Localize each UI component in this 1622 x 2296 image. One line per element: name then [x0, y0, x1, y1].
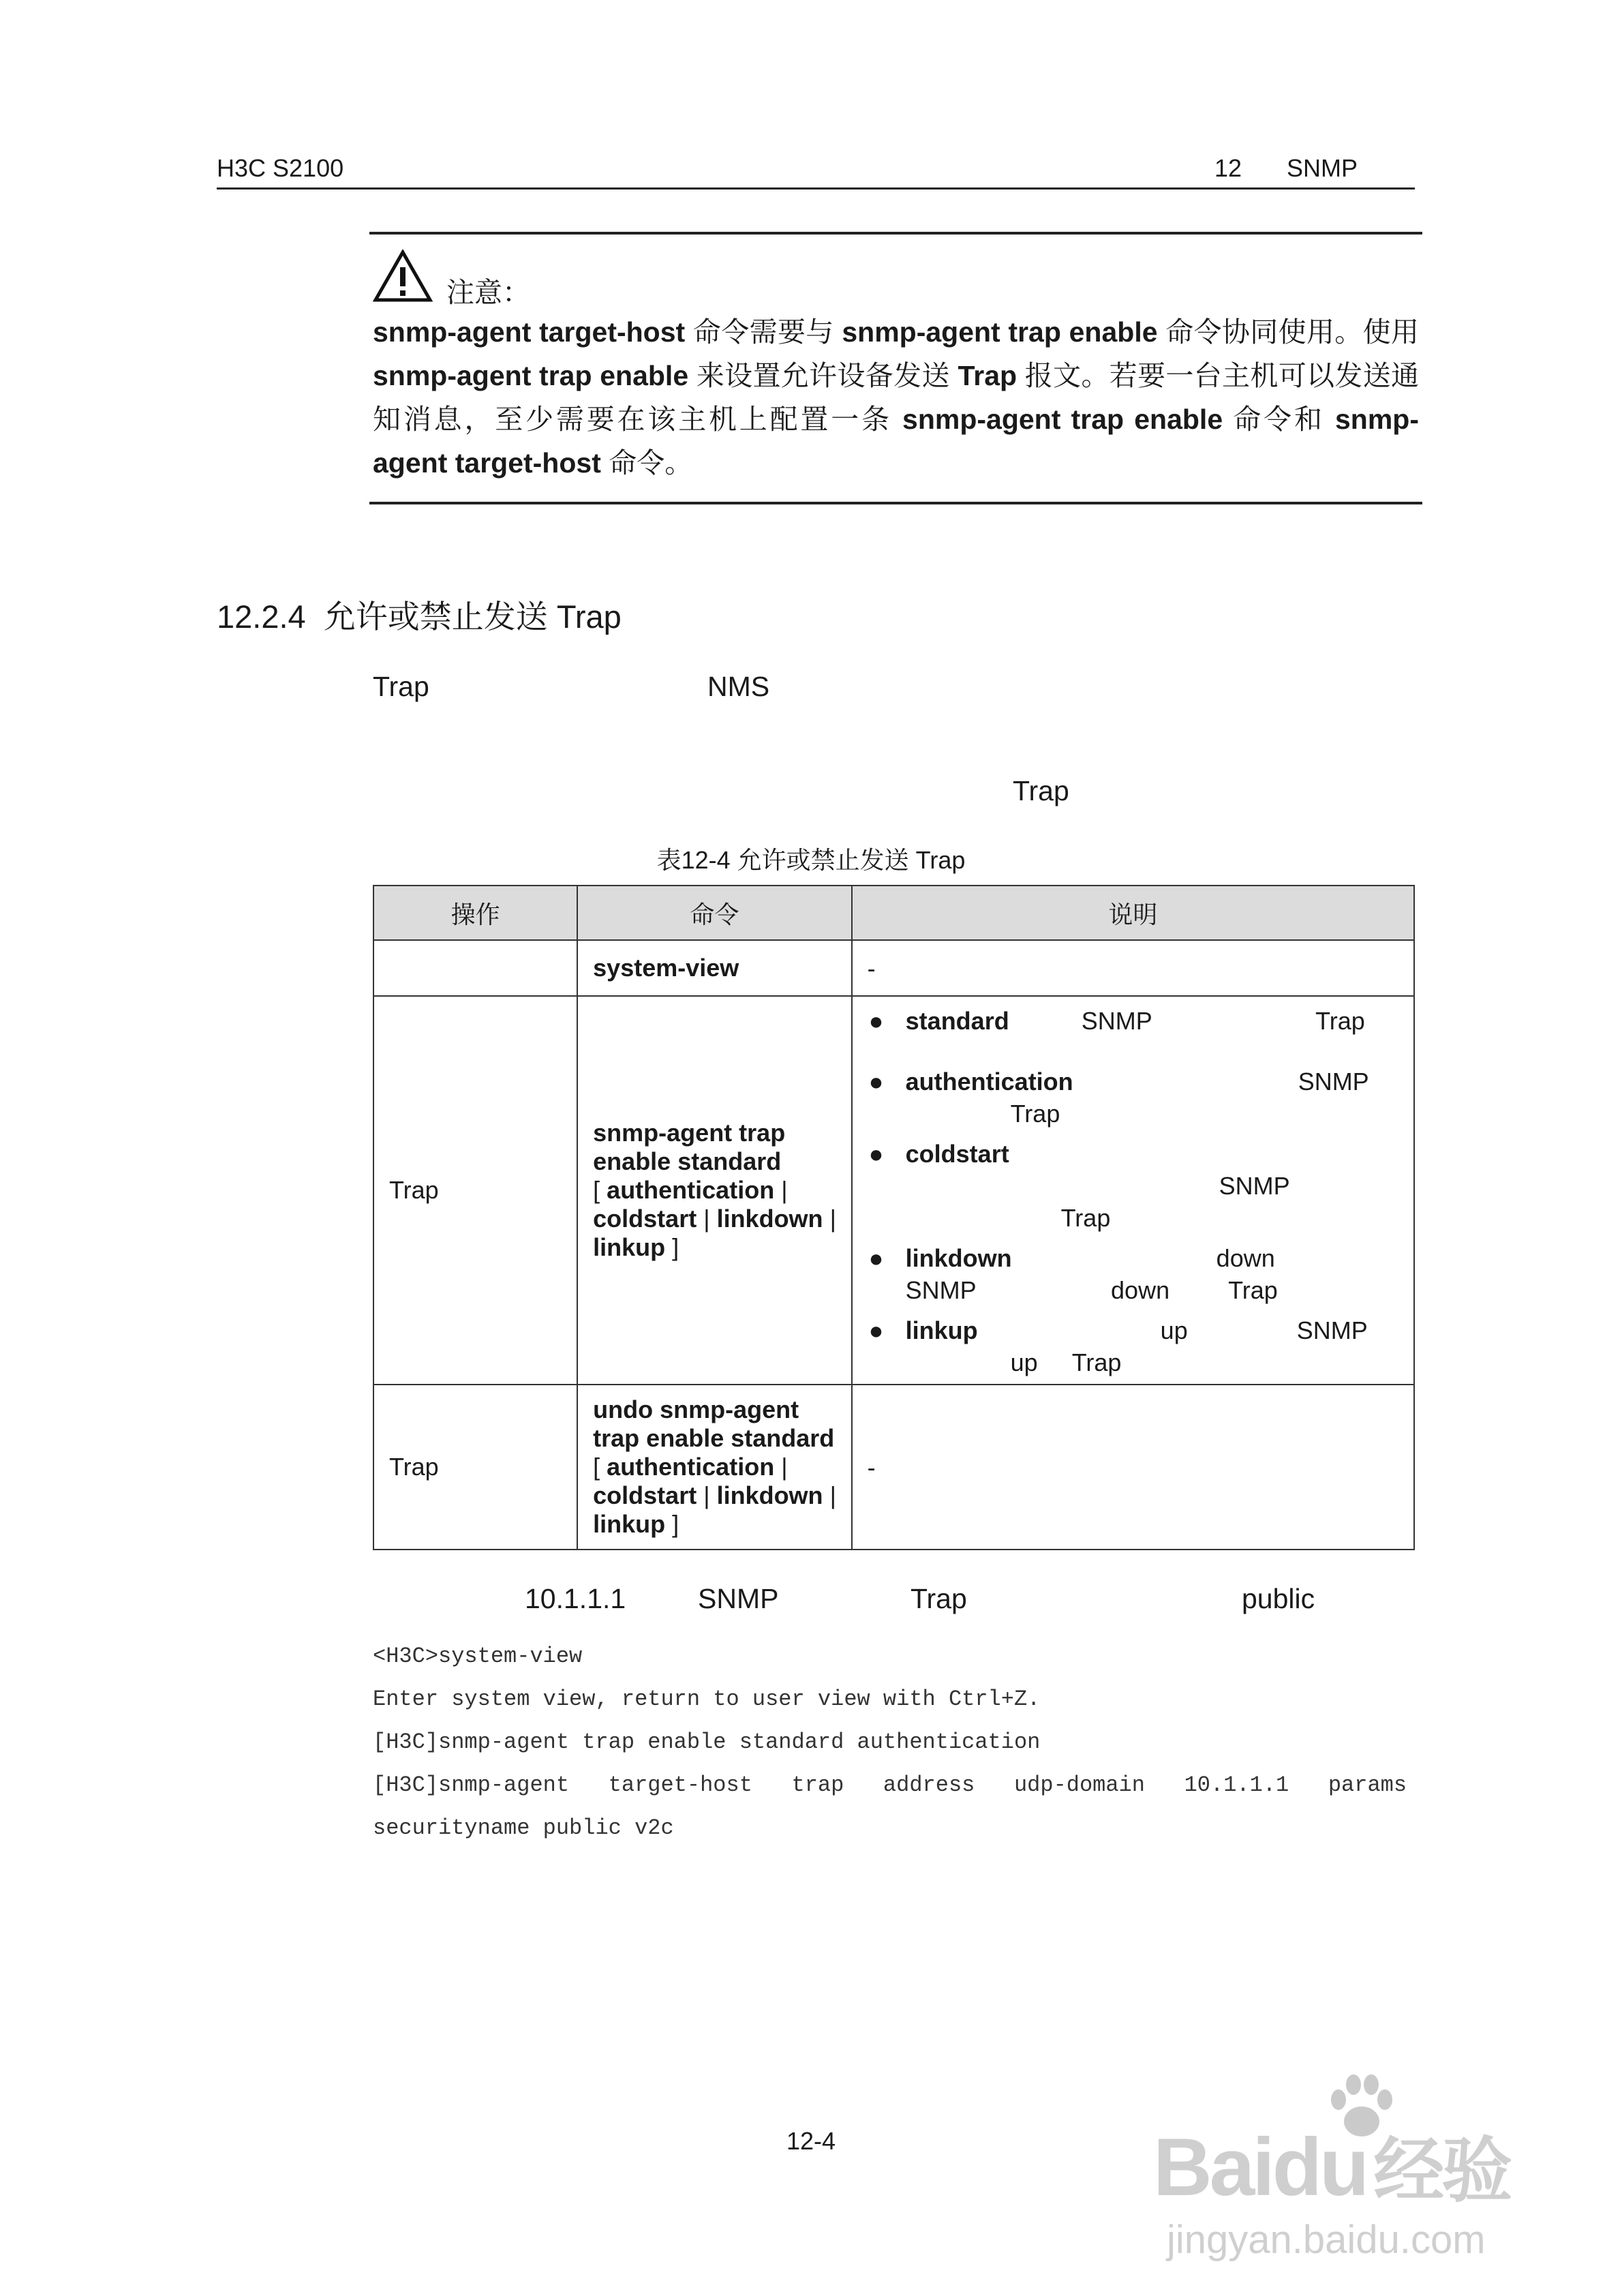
row2-operation: Trap: [373, 996, 577, 1385]
bullet-text: SNMP: [1081, 1007, 1152, 1035]
example-trap: Trap: [911, 1583, 967, 1614]
para1-nms: NMS: [707, 671, 770, 702]
bullet-icon: ●: [868, 1140, 884, 1168]
row2-sep-1: |: [774, 1176, 788, 1204]
watermark-brand-b: du: [1272, 2121, 1367, 2213]
bullet-text: SNMP: [1296, 1316, 1368, 1344]
bullet-icon: ●: [868, 1244, 884, 1272]
row2-opt-linkdown: linkdown: [716, 1205, 823, 1233]
section-heading: [217, 592, 622, 637]
bullet-key: linkup: [905, 1316, 978, 1344]
code-line: securityname public v2c: [373, 1815, 674, 1841]
bullet-text: down: [1111, 1276, 1170, 1304]
row2-description: [852, 996, 1414, 1385]
section-number: 12.2.4: [217, 599, 306, 635]
bullet-text: SNMP: [1219, 1172, 1290, 1200]
row2-opt-coldstart: coldstart: [593, 1205, 697, 1233]
para2-trap: Trap: [1013, 775, 1069, 806]
note-text-3: 来设置允许设备发送: [688, 360, 958, 391]
page-number: 12-4: [786, 2127, 836, 2155]
bullet-icon: ●: [868, 1068, 884, 1096]
bullet-text: Trap: [1010, 1100, 1060, 1128]
bullet-text: SNMP: [1298, 1068, 1369, 1096]
watermark-brand: [1153, 2113, 1510, 2216]
row3-command: [577, 1385, 852, 1550]
table-header-row: [373, 886, 1414, 940]
row2-command-main: snmp-agent trap enable standard: [593, 1119, 786, 1175]
list-item: [868, 1066, 1400, 1130]
list-item: [868, 1005, 1400, 1037]
bullet-text: up: [1160, 1316, 1188, 1344]
row2-sep-2: |: [697, 1205, 717, 1233]
section-title: 允许或禁止发送 Trap: [323, 599, 622, 635]
row2-command: [577, 996, 852, 1385]
code-line: Enter system view, return to user view with Ctrl+Z.: [373, 1687, 1041, 1712]
row3-command-main: undo snmp-agent trap enable standard: [593, 1395, 835, 1452]
note-text-1: 命令需要与: [685, 316, 842, 348]
row3-opt-authentication: authentication: [607, 1453, 775, 1481]
para1-trap: Trap: [373, 671, 429, 702]
row3-description: -: [852, 1385, 1414, 1550]
row3-sep-1: |: [774, 1453, 788, 1481]
code-line: <H3C>system-view: [373, 1644, 583, 1669]
note-text-4: 报文。若要一台主机可以发送通知消息，至少需要在该主机上配置一条: [373, 360, 1420, 435]
example-community: public: [1242, 1583, 1315, 1614]
code-line: [H3C]snmp-agent target-host trap address udp-domain 10.1.1.1 params: [373, 1772, 1407, 1798]
watermark-url: jingyan.baidu.com: [1167, 2218, 1486, 2262]
list-item: [868, 1242, 1400, 1306]
bullet-icon: ●: [868, 1316, 884, 1344]
row2-sep-3: |: [823, 1205, 836, 1233]
header-command: 命令: [577, 886, 852, 940]
code-line: [H3C]snmp-agent trap enable standard authentication: [373, 1729, 1041, 1755]
row3-operation: Trap: [373, 1385, 577, 1550]
row2-bracket-close: ]: [665, 1233, 679, 1261]
bullet-text: up: [1010, 1348, 1038, 1376]
watermark-brand-a: Bai: [1153, 2121, 1272, 2213]
header-description: 说明: [852, 886, 1414, 940]
row3-bracket-close: ]: [665, 1510, 679, 1538]
bullet-key: authentication: [905, 1068, 1073, 1096]
list-item: [868, 1314, 1400, 1378]
bullet-text: down: [1216, 1244, 1275, 1272]
bullet-key: linkdown: [905, 1244, 1012, 1272]
row1-command: [577, 940, 852, 996]
note-body: [373, 310, 1419, 485]
warning-icon: [373, 250, 433, 303]
table-caption: 表12-4 允许或禁止发送 Trap: [656, 846, 966, 874]
row2-opt-authentication: authentication: [607, 1176, 775, 1204]
header-rule: [217, 187, 1415, 190]
bullet-key: coldstart: [905, 1140, 1009, 1168]
table-row: [373, 940, 1414, 996]
running-header-product: H3C S2100: [217, 154, 344, 182]
row1-operation: [373, 940, 577, 996]
row1-command-text: system-view: [593, 954, 739, 982]
watermark-brand-c: 经验: [1373, 2132, 1510, 2211]
running-header-chapter-title: SNMP: [1287, 154, 1358, 182]
row3-sep-2: |: [697, 1481, 717, 1509]
example-snmp: SNMP: [698, 1583, 779, 1614]
example-ip: 10.1.1.1: [525, 1583, 626, 1614]
table-row: [373, 996, 1414, 1385]
row3-opt-linkup: linkup: [593, 1510, 666, 1538]
note-text-6: 命令。: [600, 447, 693, 479]
note-title: 注意：: [446, 277, 530, 308]
bullet-text: Trap: [1315, 1007, 1365, 1035]
row3-bracket-open: [: [593, 1453, 607, 1481]
header-operation: 操作: [373, 886, 577, 940]
note-cmd-5: snmp-agent target-host: [373, 404, 1419, 479]
bullet-text: Trap: [1228, 1276, 1278, 1304]
running-header-chapter-number: 12: [1214, 154, 1242, 182]
note-text-5: 命令和: [1223, 404, 1335, 435]
bullet-key: standard: [905, 1007, 1009, 1035]
bullet-text: Trap: [1060, 1204, 1111, 1232]
bullet-text: SNMP: [905, 1276, 977, 1304]
list-item: [868, 1138, 1400, 1234]
note-cmd-1: snmp-agent target-host: [373, 316, 686, 348]
note-trap: Trap: [958, 360, 1017, 391]
row1-description: -: [852, 940, 1414, 996]
row3-sep-3: |: [823, 1481, 836, 1509]
note-cmd-2: snmp-agent trap enable: [842, 316, 1158, 348]
bullet-text: Trap: [1071, 1348, 1122, 1376]
note-cmd-4: snmp-agent trap enable: [902, 404, 1223, 435]
baidu-watermark: [1153, 2072, 1548, 2277]
trap-type-list: [868, 1005, 1400, 1378]
note-text-2: 命令协同使用。使用: [1157, 316, 1419, 348]
row3-opt-coldstart: coldstart: [593, 1481, 697, 1509]
row2-opt-linkup: linkup: [593, 1233, 666, 1261]
operations-table: [373, 885, 1415, 1550]
note-top-rule: [369, 232, 1422, 235]
table-row: [373, 1385, 1414, 1550]
note-bottom-rule: [369, 502, 1422, 504]
note-cmd-3: snmp-agent trap enable: [373, 360, 689, 391]
row2-bracket-open: [: [593, 1176, 607, 1204]
bullet-icon: ●: [868, 1007, 884, 1035]
row3-opt-linkdown: linkdown: [716, 1481, 823, 1509]
